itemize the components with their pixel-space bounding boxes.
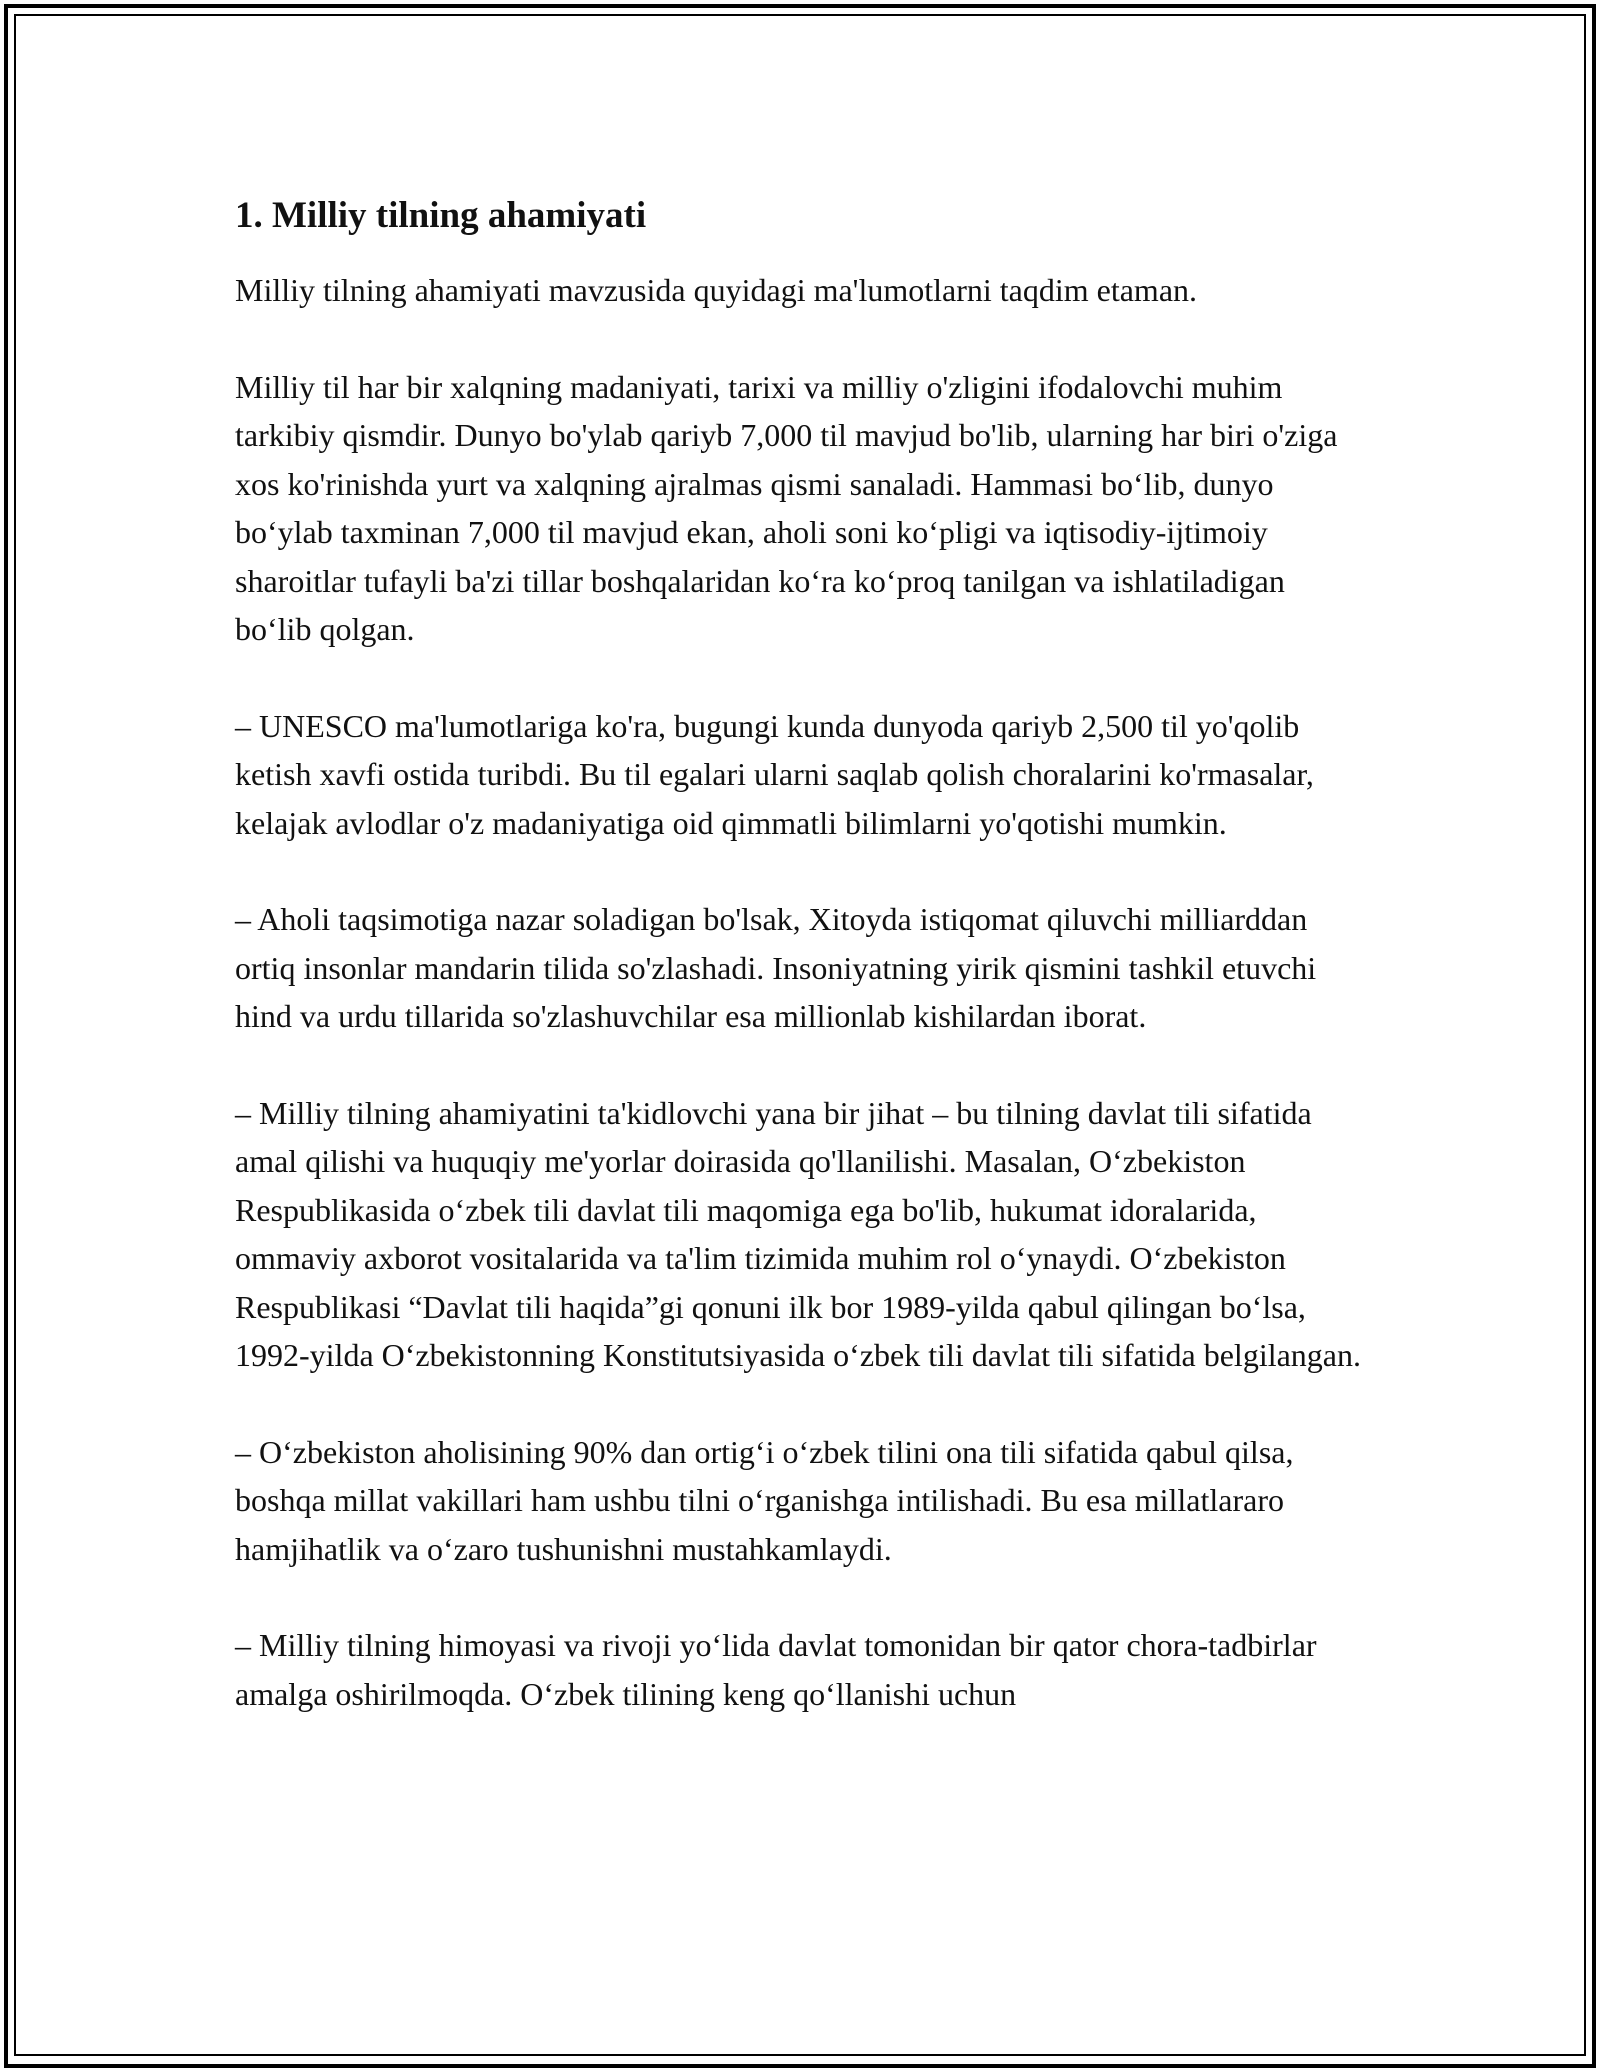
paragraph-native-speakers: – O‘zbekiston aholisining 90% dan ortig‘i o‘zbek tilini ona tili sifatida qabul qilsa, boshqa millat vakillari ham ushbu tilni o‘rganishga intilishadi. Bu esa millatlararo hamjihatlik va o‘zaro tushunishni mustahkamlaydi. bbox=[235, 1433, 1294, 1567]
paragraph-population: – Aholi taqsimotiga nazar soladigan bo'lsak, Xitoyda istiqomat qiluvchi milliarddan ortiq insonlar mandarin tilida so'zlashadi. Insoniyatning yirik qismini tashkil etuvchi hind va urdu tillarida so'zlashuvchilar esa millionlab kishilardan iborat. bbox=[235, 901, 1317, 1034]
paragraph-state-language: – Milliy tilning ahamiyatini ta'kidlovchi yana bir jihat – bu tilning davlat tili sifatida amal qilishi va huquqiy me'yorlar doirasida qo'llanilishi. Masalan, O‘zbekiston Respublikasida o‘zbek tili davlat tili maqomiga ega bo'lib, hukumat idoralarida, ommaviy axborot vositalarida va ta'lim tizimida muhim rol o‘ynaydi. O‘zbekiston Respublikasi “Davlat tili haqida”gi qonuni ilk bor 1989-yilda qabul qilingan bo‘lsa, 1992-yilda O‘zbekistonning Konstitutsiyasida o‘zbek tili davlat tili sifatida belgilangan. bbox=[235, 1094, 1361, 1373]
paragraph-overview: Milliy til har bir xalqning madaniyati, tarixi va milliy o'zligini ifodalovchi muhim tarkibiy qismdir. Dunyo bo'ylab qariyb 7,000 til mavjud bo'lib, ularning har biri o'ziga xos ko'rinishda yurt va xalqning ajralmas qismi sanaladi. Hammasi bo‘lib, dunyo bo‘ylab taxminan 7,000 til mavjud ekan, aholi soni ko‘pligi va iqtisodiy-ijtimoiy sharoitlar tufayli ba'zi tillar boshqalaridan ko‘ra ko‘proq tanilgan va ishlatiladigan bo‘lib qolgan. bbox=[235, 368, 1338, 647]
paragraph-intro: Milliy tilning ahamiyati mavzusida quyidagi ma'lumotlarni taqdim etaman. bbox=[235, 272, 1198, 308]
paragraph-protection: – Milliy tilning himoyasi va rivoji yo‘lida davlat tomonidan bir qator chora-tadbirlar amalga oshirilmoqda. O‘zbek tilining keng qo‘llanishi uchun bbox=[235, 1627, 1317, 1712]
document-body bbox=[235, 188, 1365, 1766]
document-title: 1. Milliy tilning ahamiyati bbox=[235, 195, 647, 236]
paragraph-unesco: – UNESCO ma'lumotlariga ko'ra, bugungi kunda dunyoda qariyb 2,500 til yo'qolib ketish xavfi ostida turibdi. Bu til egalari ularni saqlab qolish choralarini ko'rmasalar, kelajak avlodlar o'z madaniyatiga oid qimmatli bilimlarni yo'qotishi mumkin. bbox=[235, 707, 1314, 841]
